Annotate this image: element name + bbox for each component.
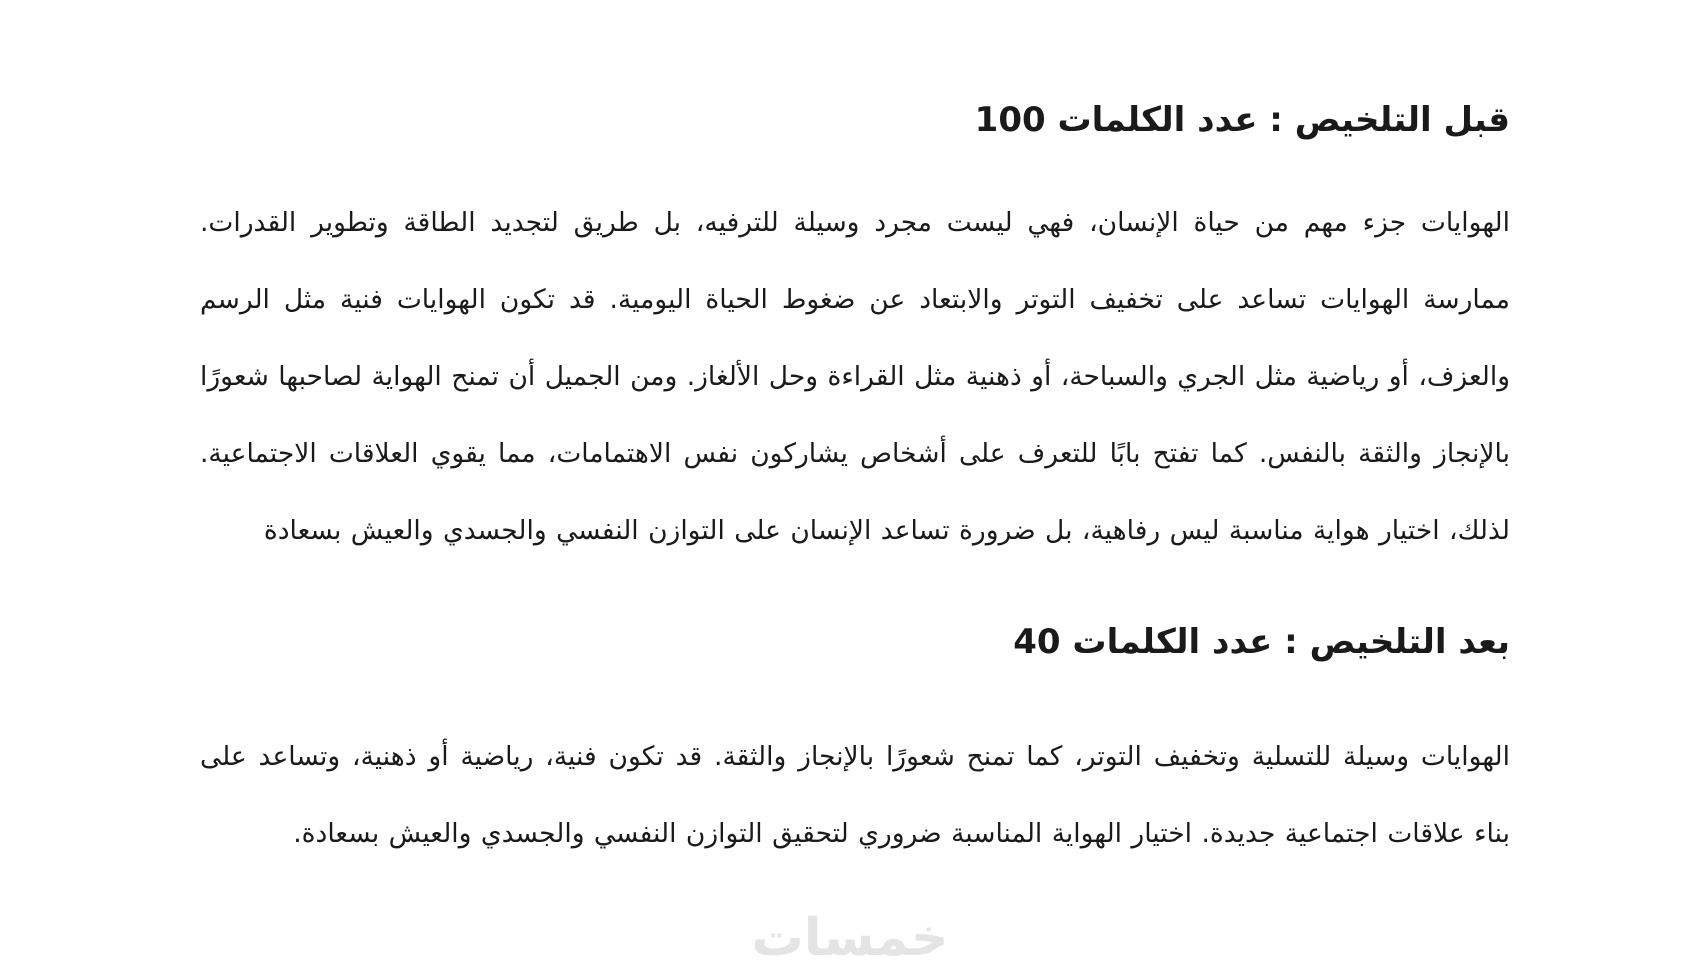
after-summary-section-body (200, 718, 1510, 872)
khamsat-watermark: خمسات (751, 908, 949, 968)
after-summary-section-heading (200, 620, 1510, 664)
before-summary-heading: قبل التلخيص : عدد الكلمات 100 (974, 100, 1510, 140)
after-summary-paragraph: الهوايات وسيلة للتسلية وتخفيف التوتر، كما تمنح شعورًا بالإنجاز والثقة. قد تكون فنية، رياضية أو ذهنية، وتساعد على بناء علاقات اجتماعية جديدة. اختيار الهواية المناسبة ضروري لتحقيق التوازن النفسي والجسدي والعيش بسعادة. (200, 741, 1510, 849)
after-summary-heading: بعد التلخيص : عدد الكلمات 40 (1013, 622, 1510, 662)
before-summary-section-heading (200, 98, 1510, 142)
before-summary-paragraph: الهوايات جزء مهم من حياة الإنسان، فهي ليست مجرد وسيلة للترفيه، بل طريق لتجديد الطاقة وتطوير القدرات. ممارسة الهوايات تساعد على تخفيف التوتر والابتعاد عن ضغوط الحياة اليومية. قد تكون الهوايات فنية مثل الرسم والعزف، أو رياضية مثل الجري والسباحة، أو ذهنية مثل القراءة وحل الألغاز. ومن الجميل أن تمنح الهواية لصاحبها شعورًا بالإنجاز والثقة بالنفس. كما تفتح بابًا للتعرف على أشخاص يشاركون نفس الاهتمامات، مما يقوي العلاقات الاجتماعية. لذلك، اختيار هواية مناسبة ليس رفاهية، بل ضرورة تساعد الإنسان على التوازن النفسي والجسدي والعيش بسعادة (200, 207, 1510, 546)
before-summary-section-body (200, 184, 1510, 569)
